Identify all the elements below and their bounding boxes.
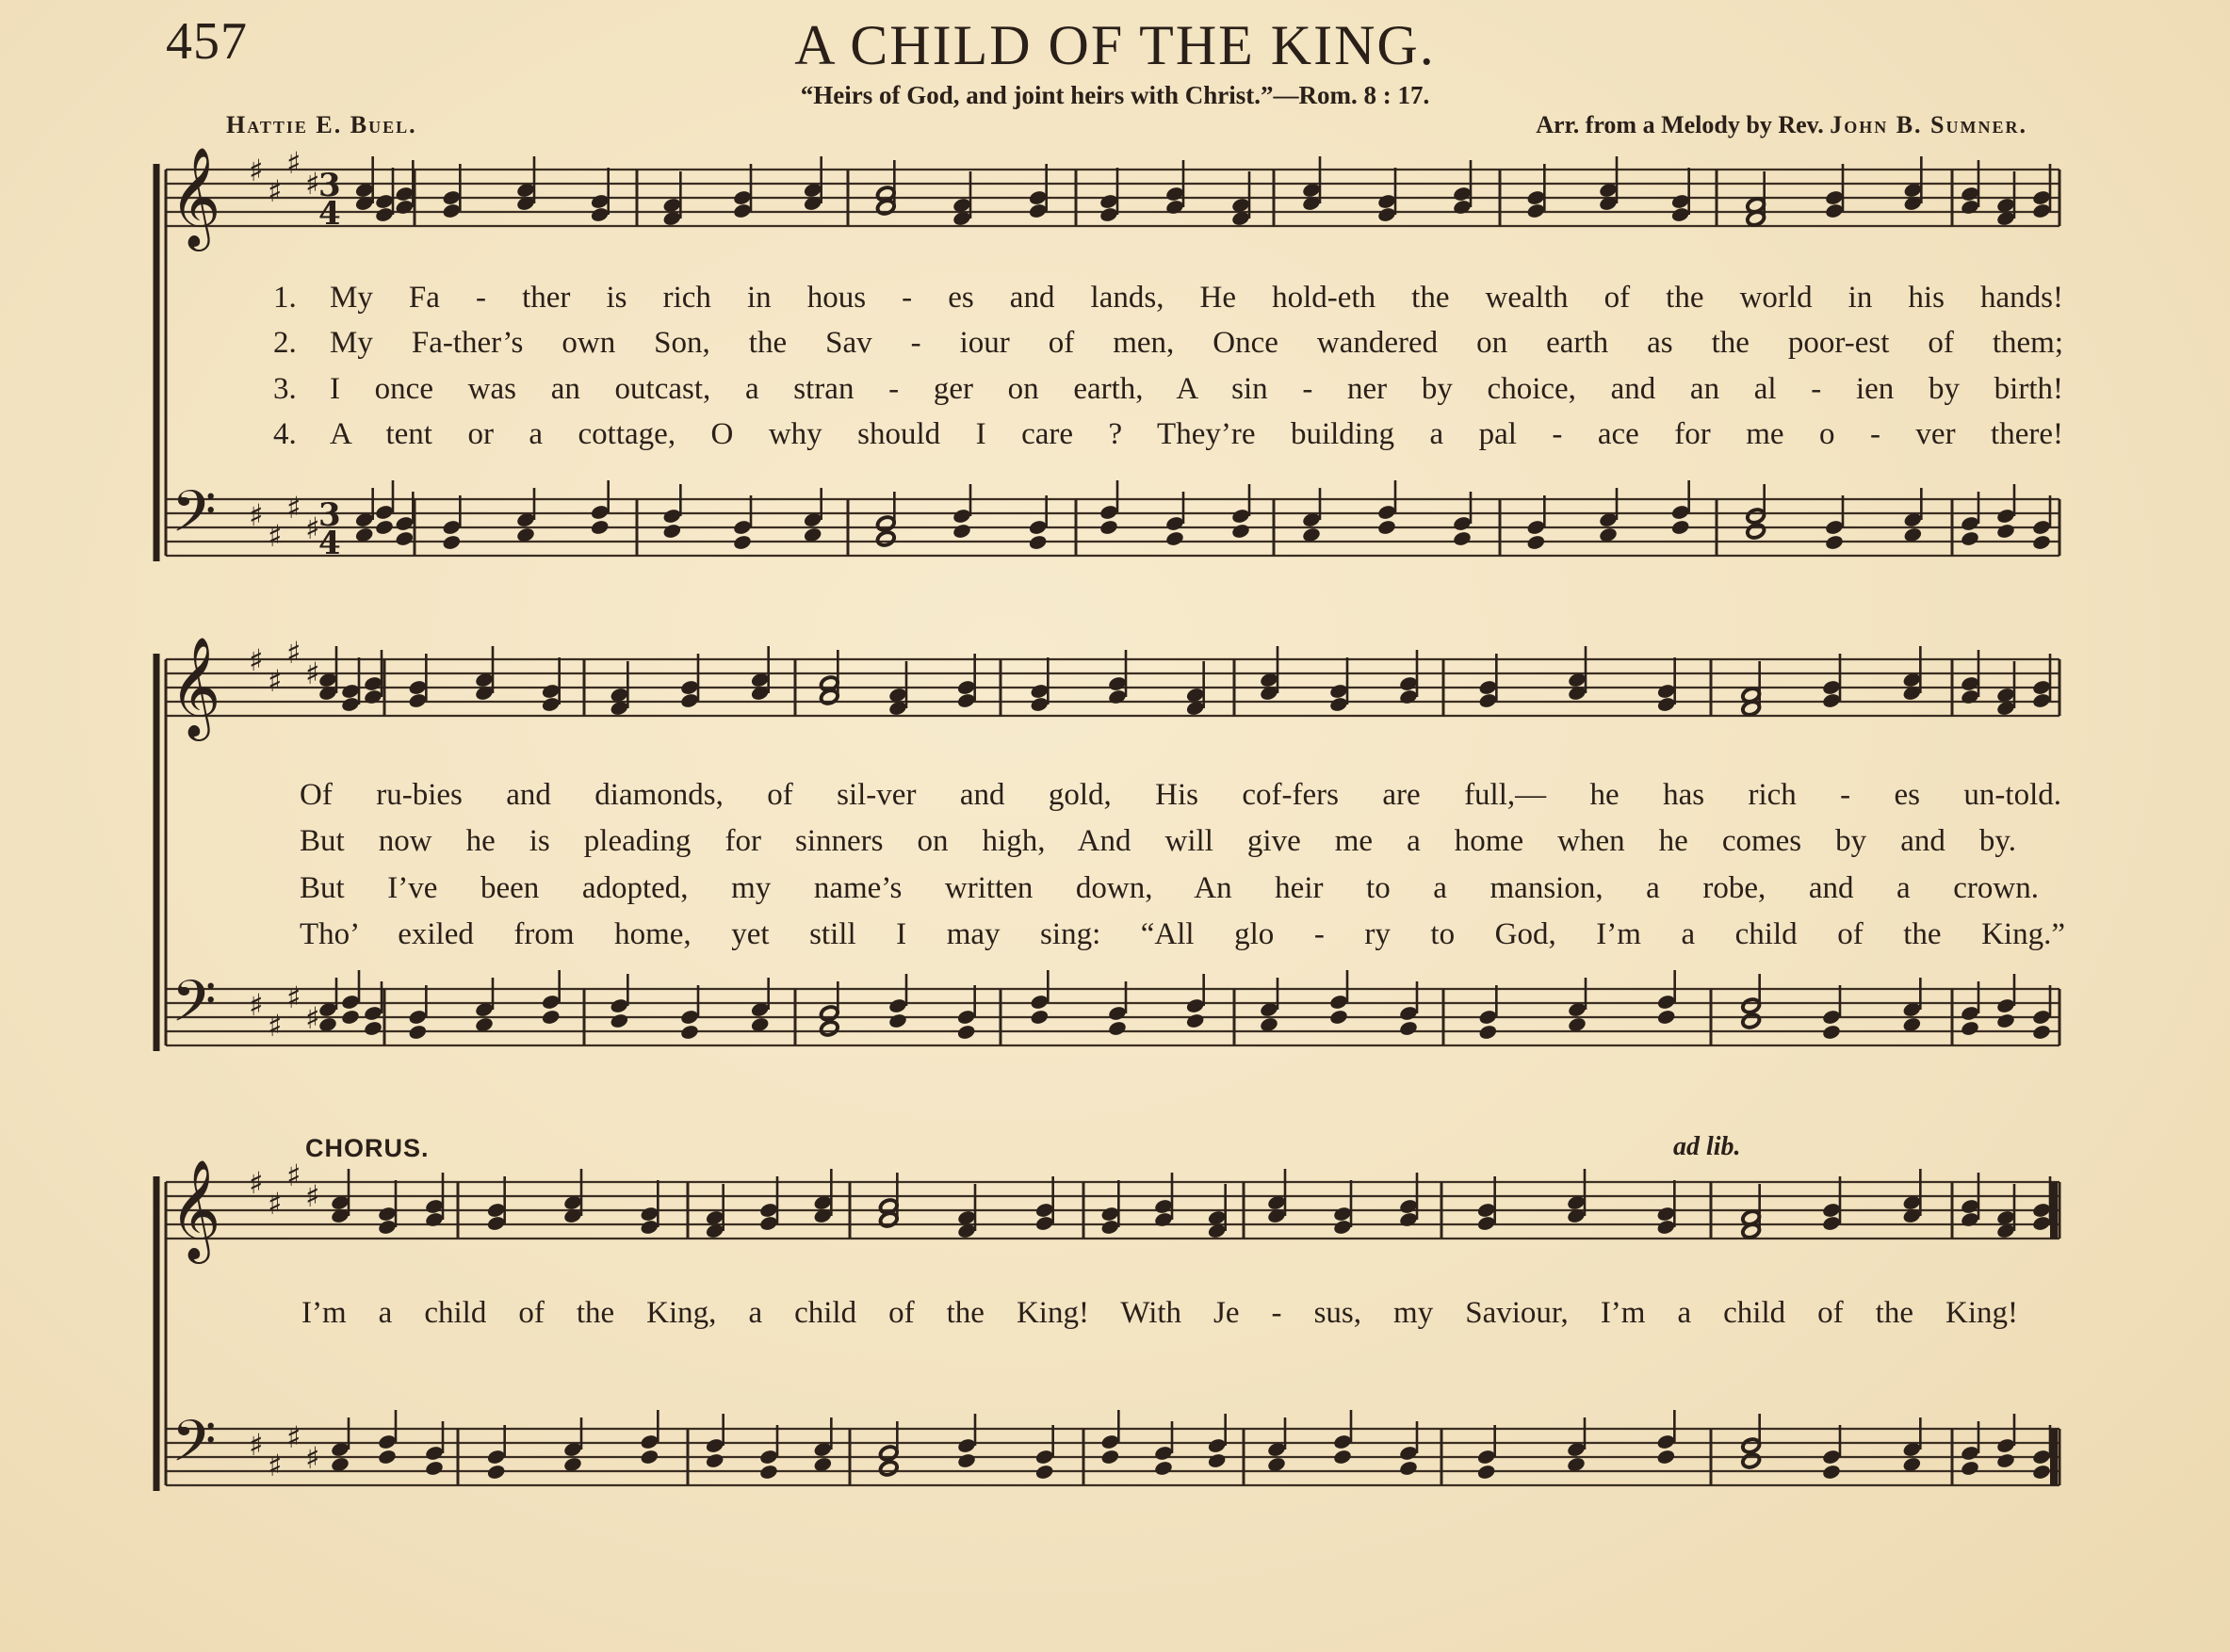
note-head xyxy=(1034,1449,1054,1466)
note-head xyxy=(1034,1464,1054,1481)
music-system-2 xyxy=(0,631,2230,1102)
note-head xyxy=(1376,193,1396,210)
note-head xyxy=(1476,1449,1496,1466)
note-head xyxy=(1824,202,1844,219)
note-head xyxy=(1960,186,1979,202)
note-head xyxy=(363,688,383,705)
note-head xyxy=(363,675,383,692)
note-head xyxy=(377,1219,397,1236)
note-head xyxy=(1452,515,1472,532)
note-head xyxy=(887,997,907,1014)
note-head xyxy=(1398,1211,1418,1228)
note-head xyxy=(1328,994,1348,1011)
note-head xyxy=(486,1449,506,1466)
note-head xyxy=(424,1198,444,1215)
note-head xyxy=(1332,1433,1352,1450)
note-head xyxy=(1995,508,2015,525)
note-head xyxy=(1028,189,1048,206)
note-head xyxy=(610,997,629,1014)
sharp-icon: ♯ xyxy=(286,980,301,1015)
note-head xyxy=(1746,508,1766,525)
note-head xyxy=(1452,186,1472,202)
note-head xyxy=(590,193,610,210)
note-head xyxy=(1034,1202,1054,1219)
note-head xyxy=(1476,1202,1496,1219)
note-head xyxy=(732,519,752,536)
sharp-icon: ♯ xyxy=(268,173,283,209)
note-head xyxy=(1478,1009,1498,1026)
note-head xyxy=(1960,675,1979,692)
ad-lib-marking: ad lib. xyxy=(1673,1132,1741,1161)
note-head xyxy=(662,508,682,525)
note-head xyxy=(1164,186,1184,202)
note-head xyxy=(640,1206,659,1223)
note-head xyxy=(1656,696,1676,713)
note-head xyxy=(1960,1460,1979,1477)
note-head xyxy=(2031,692,2051,709)
note-head xyxy=(1376,504,1396,521)
note-head xyxy=(952,508,971,525)
note-head xyxy=(879,1211,899,1228)
note-head xyxy=(640,1433,659,1450)
note-head xyxy=(1656,1206,1676,1223)
note-head xyxy=(1478,679,1498,696)
note-head xyxy=(1995,997,2015,1014)
sharp-icon: ♯ xyxy=(305,1000,320,1036)
author-credit: Hattie E. Buel. xyxy=(226,111,417,138)
note-head xyxy=(1398,675,1418,692)
note-head xyxy=(1376,519,1396,536)
note-head xyxy=(1107,675,1127,692)
note-head xyxy=(1960,199,1979,216)
verse-4-line-2: Tho’ exiled from home, yet still I may sing: “All glo - ry to God, I’m a child of the King.” xyxy=(300,917,2065,951)
sharp-icon: ♯ xyxy=(286,635,301,671)
note-head xyxy=(1656,1009,1676,1026)
note-head xyxy=(395,186,415,202)
note-head xyxy=(408,679,428,696)
treble-clef-icon: 𝄞 xyxy=(170,1158,221,1259)
note-head xyxy=(1164,515,1184,532)
hymn-number: 457 xyxy=(166,12,248,71)
verse-number: 3. xyxy=(273,372,297,406)
note-head xyxy=(1099,206,1118,223)
note-head xyxy=(952,523,971,540)
note-head xyxy=(1995,1437,2015,1454)
note-head xyxy=(1995,523,2015,540)
note-head xyxy=(640,1219,659,1236)
note-head xyxy=(1452,530,1472,547)
note-head xyxy=(395,199,415,216)
note-head xyxy=(442,202,462,219)
note-head xyxy=(442,519,462,536)
note-head xyxy=(590,519,610,536)
verse-number: 1. xyxy=(273,281,297,315)
sharp-icon: ♯ xyxy=(305,1440,320,1476)
sharp-icon: ♯ xyxy=(268,1186,283,1222)
note-head xyxy=(1741,1437,1761,1454)
note-head xyxy=(887,1012,907,1029)
note-head xyxy=(732,202,752,219)
verse-text: I once was an outcast, a stran - ger on earth, A sin - ner by choice, and an al - ien by birth! xyxy=(330,372,2063,406)
note-head xyxy=(424,1211,444,1228)
note-head xyxy=(1821,1215,1841,1232)
note-head xyxy=(679,1024,699,1041)
note-head xyxy=(758,1449,778,1466)
note-head xyxy=(1656,1449,1676,1466)
note-head xyxy=(1030,1009,1050,1026)
sharp-icon: ♯ xyxy=(249,153,264,188)
note-head xyxy=(1670,504,1690,521)
note-head xyxy=(1476,1464,1496,1481)
note-head xyxy=(1207,1437,1227,1454)
note-head xyxy=(1328,683,1348,700)
note-head xyxy=(1100,1449,1120,1466)
note-head xyxy=(363,1020,383,1037)
note-head xyxy=(442,189,462,206)
note-head xyxy=(1028,534,1048,551)
treble-clef-icon: 𝄞 xyxy=(170,636,221,737)
note-head xyxy=(820,1020,839,1037)
note-head xyxy=(1185,997,1205,1014)
note-head xyxy=(1960,688,1979,705)
note-head xyxy=(758,1215,778,1232)
time-signature-numerator: 3 xyxy=(318,496,341,534)
note-head xyxy=(377,1206,397,1223)
verse-1-line-2: Of ru-bies and diamonds, of sil-ver and gold, His cof-fers are full,— he has rich - es un-told. xyxy=(300,778,2061,812)
note-head xyxy=(820,1005,839,1022)
verse-2-line-1 xyxy=(273,326,2063,361)
note-head xyxy=(1398,1445,1418,1462)
note-head xyxy=(1960,515,1979,532)
note-head xyxy=(662,523,682,540)
note-head xyxy=(1164,530,1184,547)
note-head xyxy=(1526,189,1546,206)
bass-clef-icon: 𝄢 xyxy=(171,968,217,1049)
sharp-icon: ♯ xyxy=(249,1165,264,1201)
sharp-icon: ♯ xyxy=(305,656,320,691)
note-head xyxy=(679,692,699,709)
hymn-title: A CHILD OF THE KING. xyxy=(794,14,1436,76)
note-head xyxy=(442,534,462,551)
note-head xyxy=(1960,1445,1979,1462)
note-head xyxy=(1656,1219,1676,1236)
note-head xyxy=(395,530,415,547)
note-head xyxy=(2031,1009,2051,1026)
verse-2-line-2: But now he is pleading for sinners on high, And will give me a home when he comes by and by. xyxy=(300,824,2016,858)
note-head xyxy=(956,1009,976,1026)
note-head xyxy=(1821,1009,1841,1026)
note-head xyxy=(1824,534,1844,551)
note-head xyxy=(1741,997,1761,1014)
note-head xyxy=(1526,534,1546,551)
note-head xyxy=(879,1460,899,1477)
sharp-icon: ♯ xyxy=(305,510,320,546)
note-head xyxy=(1526,202,1546,219)
note-head xyxy=(486,1215,506,1232)
note-head xyxy=(1656,994,1676,1011)
note-head xyxy=(1100,1206,1120,1223)
note-head xyxy=(679,1009,699,1026)
sharp-icon: ♯ xyxy=(268,1008,283,1044)
note-head xyxy=(610,1012,629,1029)
note-head xyxy=(374,519,394,536)
note-head xyxy=(2031,202,2051,219)
note-head xyxy=(1821,1449,1841,1466)
note-head xyxy=(1398,1005,1418,1022)
note-head xyxy=(758,1202,778,1219)
note-head xyxy=(377,1449,397,1466)
note-head xyxy=(705,1452,724,1469)
note-head xyxy=(732,534,752,551)
note-head xyxy=(1107,688,1127,705)
note-head xyxy=(1960,1005,1979,1022)
bass-clef-icon: 𝄢 xyxy=(171,1408,217,1489)
note-head xyxy=(876,515,896,532)
note-head xyxy=(2031,534,2051,551)
note-head xyxy=(374,206,394,223)
note-head xyxy=(590,504,610,521)
note-head xyxy=(879,1445,899,1462)
note-head xyxy=(2031,1024,2051,1041)
note-head xyxy=(1741,1012,1761,1029)
note-head xyxy=(1478,692,1498,709)
note-head xyxy=(956,1437,976,1454)
note-head xyxy=(1376,206,1396,223)
note-head xyxy=(1332,1219,1352,1236)
note-head xyxy=(1821,679,1841,696)
note-head xyxy=(1741,1452,1761,1469)
sharp-icon: ♯ xyxy=(268,663,283,699)
note-head xyxy=(408,1024,428,1041)
note-head xyxy=(1398,1198,1418,1215)
note-head xyxy=(1960,530,1979,547)
time-signature-denominator: 4 xyxy=(318,195,341,233)
arranger-name: John B. Sumner. xyxy=(1830,111,2027,138)
note-head xyxy=(408,692,428,709)
note-head xyxy=(2031,519,2051,536)
time-signature-numerator: 3 xyxy=(318,167,341,204)
verse-text: My Fa - ther is rich in hous - es and lands, He hold-eth the wealth of the world in his hands! xyxy=(330,281,2063,315)
music-system-3 xyxy=(0,1154,2230,1549)
note-head xyxy=(1099,519,1118,536)
note-head xyxy=(705,1437,724,1454)
note-head xyxy=(640,1449,659,1466)
note-head xyxy=(1995,1012,2015,1029)
note-head xyxy=(1153,1460,1173,1477)
note-head xyxy=(1099,193,1118,210)
note-head xyxy=(1207,1452,1227,1469)
sharp-icon: ♯ xyxy=(305,166,320,202)
note-head xyxy=(876,199,896,216)
note-head xyxy=(1230,508,1250,525)
sharp-icon: ♯ xyxy=(286,145,301,181)
note-head xyxy=(956,679,976,696)
note-head xyxy=(1821,1464,1841,1481)
arranger-credit xyxy=(1536,111,2027,139)
note-head xyxy=(1656,683,1676,700)
note-head xyxy=(377,1433,397,1450)
note-head xyxy=(395,515,415,532)
note-head xyxy=(340,696,360,713)
note-head xyxy=(1478,1024,1498,1041)
note-head xyxy=(1824,189,1844,206)
note-head xyxy=(1153,1445,1173,1462)
sharp-icon: ♯ xyxy=(249,987,264,1023)
note-head xyxy=(1030,994,1050,1011)
sharp-icon: ♯ xyxy=(286,1158,301,1193)
note-head xyxy=(956,1024,976,1041)
note-head xyxy=(1960,1211,1979,1228)
note-head xyxy=(1670,193,1690,210)
note-head xyxy=(1746,523,1766,540)
note-head xyxy=(541,696,561,713)
note-head xyxy=(1670,519,1690,536)
note-head xyxy=(340,683,360,700)
time-signature-denominator: 4 xyxy=(318,525,341,562)
note-head xyxy=(2031,1202,2051,1219)
note-head xyxy=(1824,519,1844,536)
note-head xyxy=(1153,1211,1173,1228)
verse-1-line-1 xyxy=(273,281,2063,316)
note-head xyxy=(1328,1009,1348,1026)
note-head xyxy=(1030,696,1050,713)
note-head xyxy=(1452,199,1472,216)
note-head xyxy=(1028,202,1048,219)
verse-number: 4. xyxy=(273,417,297,451)
note-head xyxy=(1398,688,1418,705)
note-head xyxy=(1153,1198,1173,1215)
note-head xyxy=(2031,1464,2051,1481)
note-head xyxy=(1821,1202,1841,1219)
note-head xyxy=(1099,504,1118,521)
note-head xyxy=(956,1452,976,1469)
note-head xyxy=(1670,206,1690,223)
note-head xyxy=(2031,189,2051,206)
note-head xyxy=(541,1009,561,1026)
sharp-icon: ♯ xyxy=(268,518,283,554)
chorus-lyrics: I’m a child of the King, a child of the King! With Je - sus, my Saviour, I’m a child of the King! xyxy=(301,1296,2018,1330)
scripture-epigraph: “Heirs of God, and joint heirs with Christ.”—Rom. 8 : 17. xyxy=(800,81,1430,109)
arranger-prefix: Arr. from a Melody by Rev. xyxy=(1536,111,1831,138)
note-head xyxy=(1656,1433,1676,1450)
treble-clef-icon: 𝄞 xyxy=(170,146,221,247)
note-head xyxy=(1821,692,1841,709)
note-head xyxy=(1398,1020,1418,1037)
note-head xyxy=(1398,1460,1418,1477)
sharp-icon: ♯ xyxy=(249,497,264,533)
note-head xyxy=(876,530,896,547)
chorus-label: CHORUS. xyxy=(305,1134,430,1162)
note-head xyxy=(1476,1215,1496,1232)
note-head xyxy=(1960,1198,1979,1215)
verse-3-line-2: But I’ve been adopted, my name’s written down, An heir to a mansion, a robe, and a crown. xyxy=(300,871,2039,905)
note-head xyxy=(1107,1005,1127,1022)
note-head xyxy=(1028,519,1048,536)
note-head xyxy=(1526,519,1546,536)
note-head xyxy=(374,504,394,521)
note-head xyxy=(1230,523,1250,540)
note-head xyxy=(1107,1020,1127,1037)
note-head xyxy=(1332,1206,1352,1223)
sharp-icon: ♯ xyxy=(286,1419,301,1455)
note-head xyxy=(2031,1449,2051,1466)
note-head xyxy=(956,692,976,709)
note-head xyxy=(1164,199,1184,216)
sharp-icon: ♯ xyxy=(305,1178,320,1214)
bass-clef-icon: 𝄢 xyxy=(171,478,217,559)
note-head xyxy=(1960,1020,1979,1037)
note-head xyxy=(758,1464,778,1481)
note-head xyxy=(1185,1012,1205,1029)
note-head xyxy=(732,189,752,206)
note-head xyxy=(424,1445,444,1462)
note-head xyxy=(1995,1452,2015,1469)
note-head xyxy=(486,1464,506,1481)
note-head xyxy=(1100,1219,1120,1236)
verse-3-line-1 xyxy=(273,372,2063,407)
note-head xyxy=(2031,679,2051,696)
note-head xyxy=(1821,1024,1841,1041)
verse-number: 2. xyxy=(273,326,297,360)
note-head xyxy=(340,1009,360,1026)
note-head xyxy=(1100,1433,1120,1450)
note-head xyxy=(679,679,699,696)
note-head xyxy=(340,994,360,1011)
note-head xyxy=(541,994,561,1011)
note-head xyxy=(408,1009,428,1026)
note-head xyxy=(424,1460,444,1477)
note-head xyxy=(1332,1449,1352,1466)
note-head xyxy=(820,688,839,705)
sharp-icon: ♯ xyxy=(286,490,301,526)
sharp-icon: ♯ xyxy=(249,642,264,678)
verse-text: A tent or a cottage, O why should I care ? They’re building a pal - ace for me o - ver there! xyxy=(330,417,2063,451)
note-head xyxy=(363,1005,383,1022)
note-head xyxy=(590,206,610,223)
note-head xyxy=(2031,1215,2051,1232)
note-head xyxy=(486,1202,506,1219)
note-head xyxy=(1328,696,1348,713)
sharp-icon: ♯ xyxy=(249,1427,264,1463)
sharp-icon: ♯ xyxy=(268,1448,283,1483)
note-head xyxy=(541,683,561,700)
verse-text: My Fa-ther’s own Son, the Sav - iour of men, Once wandered on earth as the poor-est of them; xyxy=(330,326,2063,360)
note-head xyxy=(1034,1215,1054,1232)
note-head xyxy=(1030,683,1050,700)
verse-4-line-1 xyxy=(273,417,2063,452)
note-head xyxy=(374,193,394,210)
